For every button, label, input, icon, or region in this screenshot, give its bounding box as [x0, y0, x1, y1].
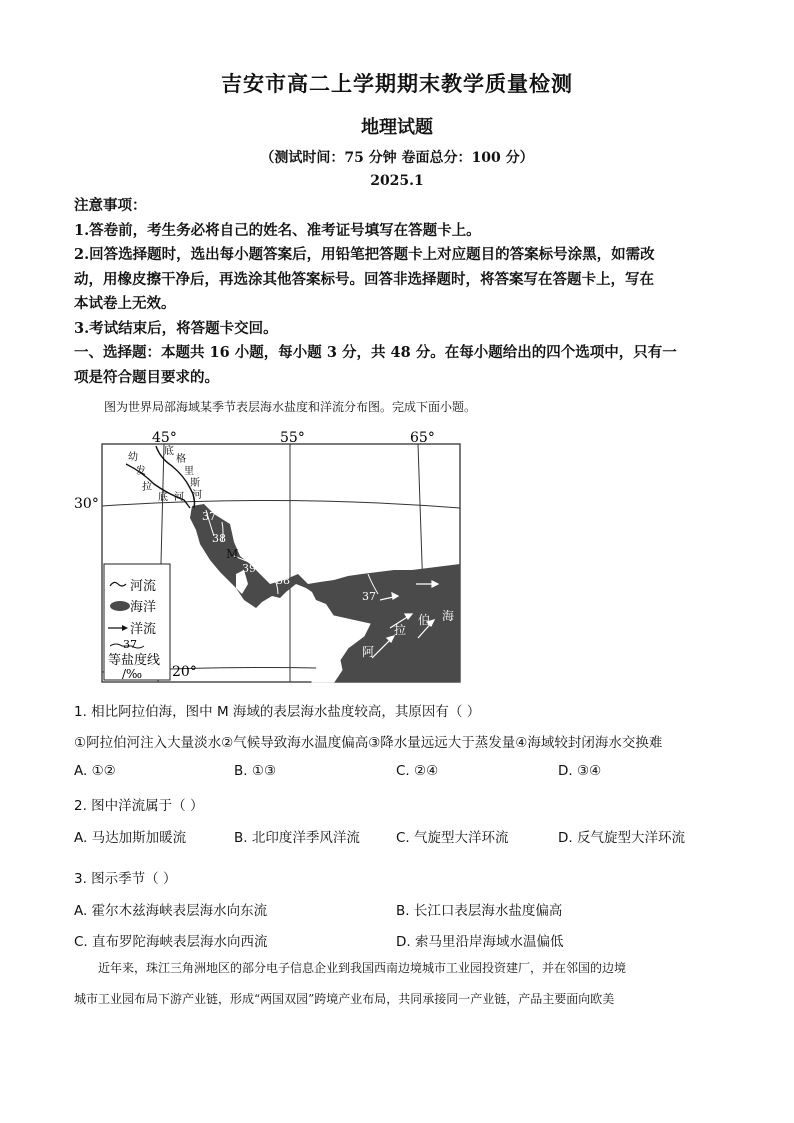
exam-title: 吉安市高二上学期期末教学质量检测: [221, 71, 573, 96]
q1-option-d[interactable]: D. ③④: [558, 763, 602, 779]
river-char-4: 底: [158, 492, 168, 503]
river-char-1: 幼: [128, 452, 138, 463]
river-char-3: 拉: [142, 482, 152, 493]
legend-ocean-symbol: [110, 601, 130, 611]
isohaline-label-1: 37: [202, 510, 216, 523]
notes-item-2-line-1: 2.回答选择题时，选出每小题答案后，用铅笔把答题卡上对应题目的答案标号涂黑，如需改: [74, 246, 655, 263]
q3-option-d[interactable]: D. 索马里沿岸海域水温偏低: [396, 934, 564, 950]
river-char-6: 底: [164, 446, 174, 457]
river-char-7: 格: [176, 454, 186, 465]
map-intro: 图为世界局部海域某季节表层海水盐度和洋流分布图。完成下面小题。: [104, 400, 477, 414]
lon-label-55: 55°: [280, 430, 305, 446]
isohaline-label-3: 39: [242, 562, 256, 575]
exam-meta: （测试时间：75 分钟 卷面总分：100 分）: [260, 150, 534, 166]
notes-item-2-line-2: 动，用橡皮擦干净后，再选涂其他答案标号。回答非选择题时，将答案写在答题卡上，写在: [74, 270, 654, 288]
sea-char-4: 海: [442, 609, 455, 623]
question-1-statements: ①阿拉伯河注入大量淡水②气候导致海水温度偏高③降水量远远大于蒸发量④海域较封闭海水交换难: [74, 735, 663, 751]
q1-option-b[interactable]: B. ①③: [234, 763, 277, 779]
river-char-8: 里: [184, 466, 194, 477]
river-char-5: 河: [174, 492, 184, 503]
notes-section: [74, 194, 724, 390]
river-char-10: 河: [192, 490, 202, 501]
river-char-2: 发: [136, 466, 146, 477]
q2-option-b[interactable]: B. 北印度洋季风洋流: [234, 830, 360, 846]
sea-char-3: 伯: [418, 613, 431, 627]
reading-passage: [74, 953, 724, 1015]
section-heading-line-1: 一、选择题：本题共 16 小题，每小题 3 分，共 48 分。在每小题给出的四个选项中，只有一: [74, 344, 677, 361]
legend-isohaline-label-1: 等盐度线: [108, 653, 161, 668]
isohaline-label-5: 37: [362, 590, 376, 603]
q3-option-a[interactable]: A. 霍尔木兹海峡表层海水向东流: [74, 903, 268, 919]
lat-label-30: 30°: [74, 496, 99, 512]
river-char-9: 斯: [190, 478, 200, 489]
legend-ocean-label: 海洋: [130, 600, 157, 615]
q2-option-a[interactable]: A. 马达加斯加暖流: [74, 830, 187, 846]
salinity-current-map: [72, 424, 468, 686]
lon-label-65: 65°: [410, 430, 435, 446]
section-heading-line-2: 项是符合题目要求的。: [74, 368, 219, 386]
question-3-stem: 3. 图示季节（ ）: [74, 871, 177, 887]
isohaline-label-2: 38: [212, 532, 226, 545]
q3-option-b[interactable]: B. 长江口表层海水盐度偏高: [396, 903, 563, 919]
sea-char-2: 拉: [394, 623, 407, 637]
notes-item-3: 3.考试结束后，将答题卡交回。: [74, 319, 278, 337]
q3-option-c[interactable]: C. 直布罗陀海峡表层海水向西流: [74, 934, 268, 950]
q2-option-c[interactable]: C. 气旋型大洋环流: [396, 830, 509, 846]
sea-char-1: 阿: [362, 645, 375, 659]
passage-line-1: 近年来，珠江三角洲地区的部分电子信息企业到我国西南边境城市工业园投资建厂，并在邻国的边境: [98, 961, 627, 975]
region-M-label: M: [226, 547, 239, 561]
exam-subject: 地理试题: [361, 117, 433, 138]
legend-isohaline-value: 37: [123, 638, 137, 651]
q1-option-c[interactable]: C. ②④: [396, 763, 439, 779]
legend-isohaline-label-2: /‰: [122, 667, 143, 681]
isohaline-label-4: 38: [276, 574, 290, 587]
notes-item-2-line-3: 本试卷上无效。: [74, 295, 176, 312]
lon-label-45: 45°: [152, 430, 177, 446]
q1-option-a[interactable]: A. ①②: [74, 763, 116, 779]
question-2-stem: 2. 图中洋流属于（ ）: [74, 798, 204, 814]
exam-year: 2025.1: [370, 173, 424, 189]
question-1-stem: 1. 相比阿拉伯海，图中 M 海域的表层海水盐度较高，其原因有（ ）: [74, 704, 481, 720]
passage-line-2: 城市工业园布局下游产业链，形成“两国双园”跨境产业布局，共同承接同一产业链，产品主要面向欧美: [74, 992, 615, 1006]
legend-river-label: 河流: [130, 579, 157, 594]
notes-heading: 注意事项：: [74, 197, 147, 214]
parallel-30: [102, 500, 460, 508]
legend-current-label: 洋流: [130, 622, 157, 637]
q2-option-d[interactable]: D. 反气旋型大洋环流: [558, 830, 685, 846]
notes-item-1: 1.答卷前，考生务必将自己的姓名、准考证号填写在答题卡上。: [74, 221, 481, 239]
lat-label-20: 20°: [172, 664, 197, 680]
